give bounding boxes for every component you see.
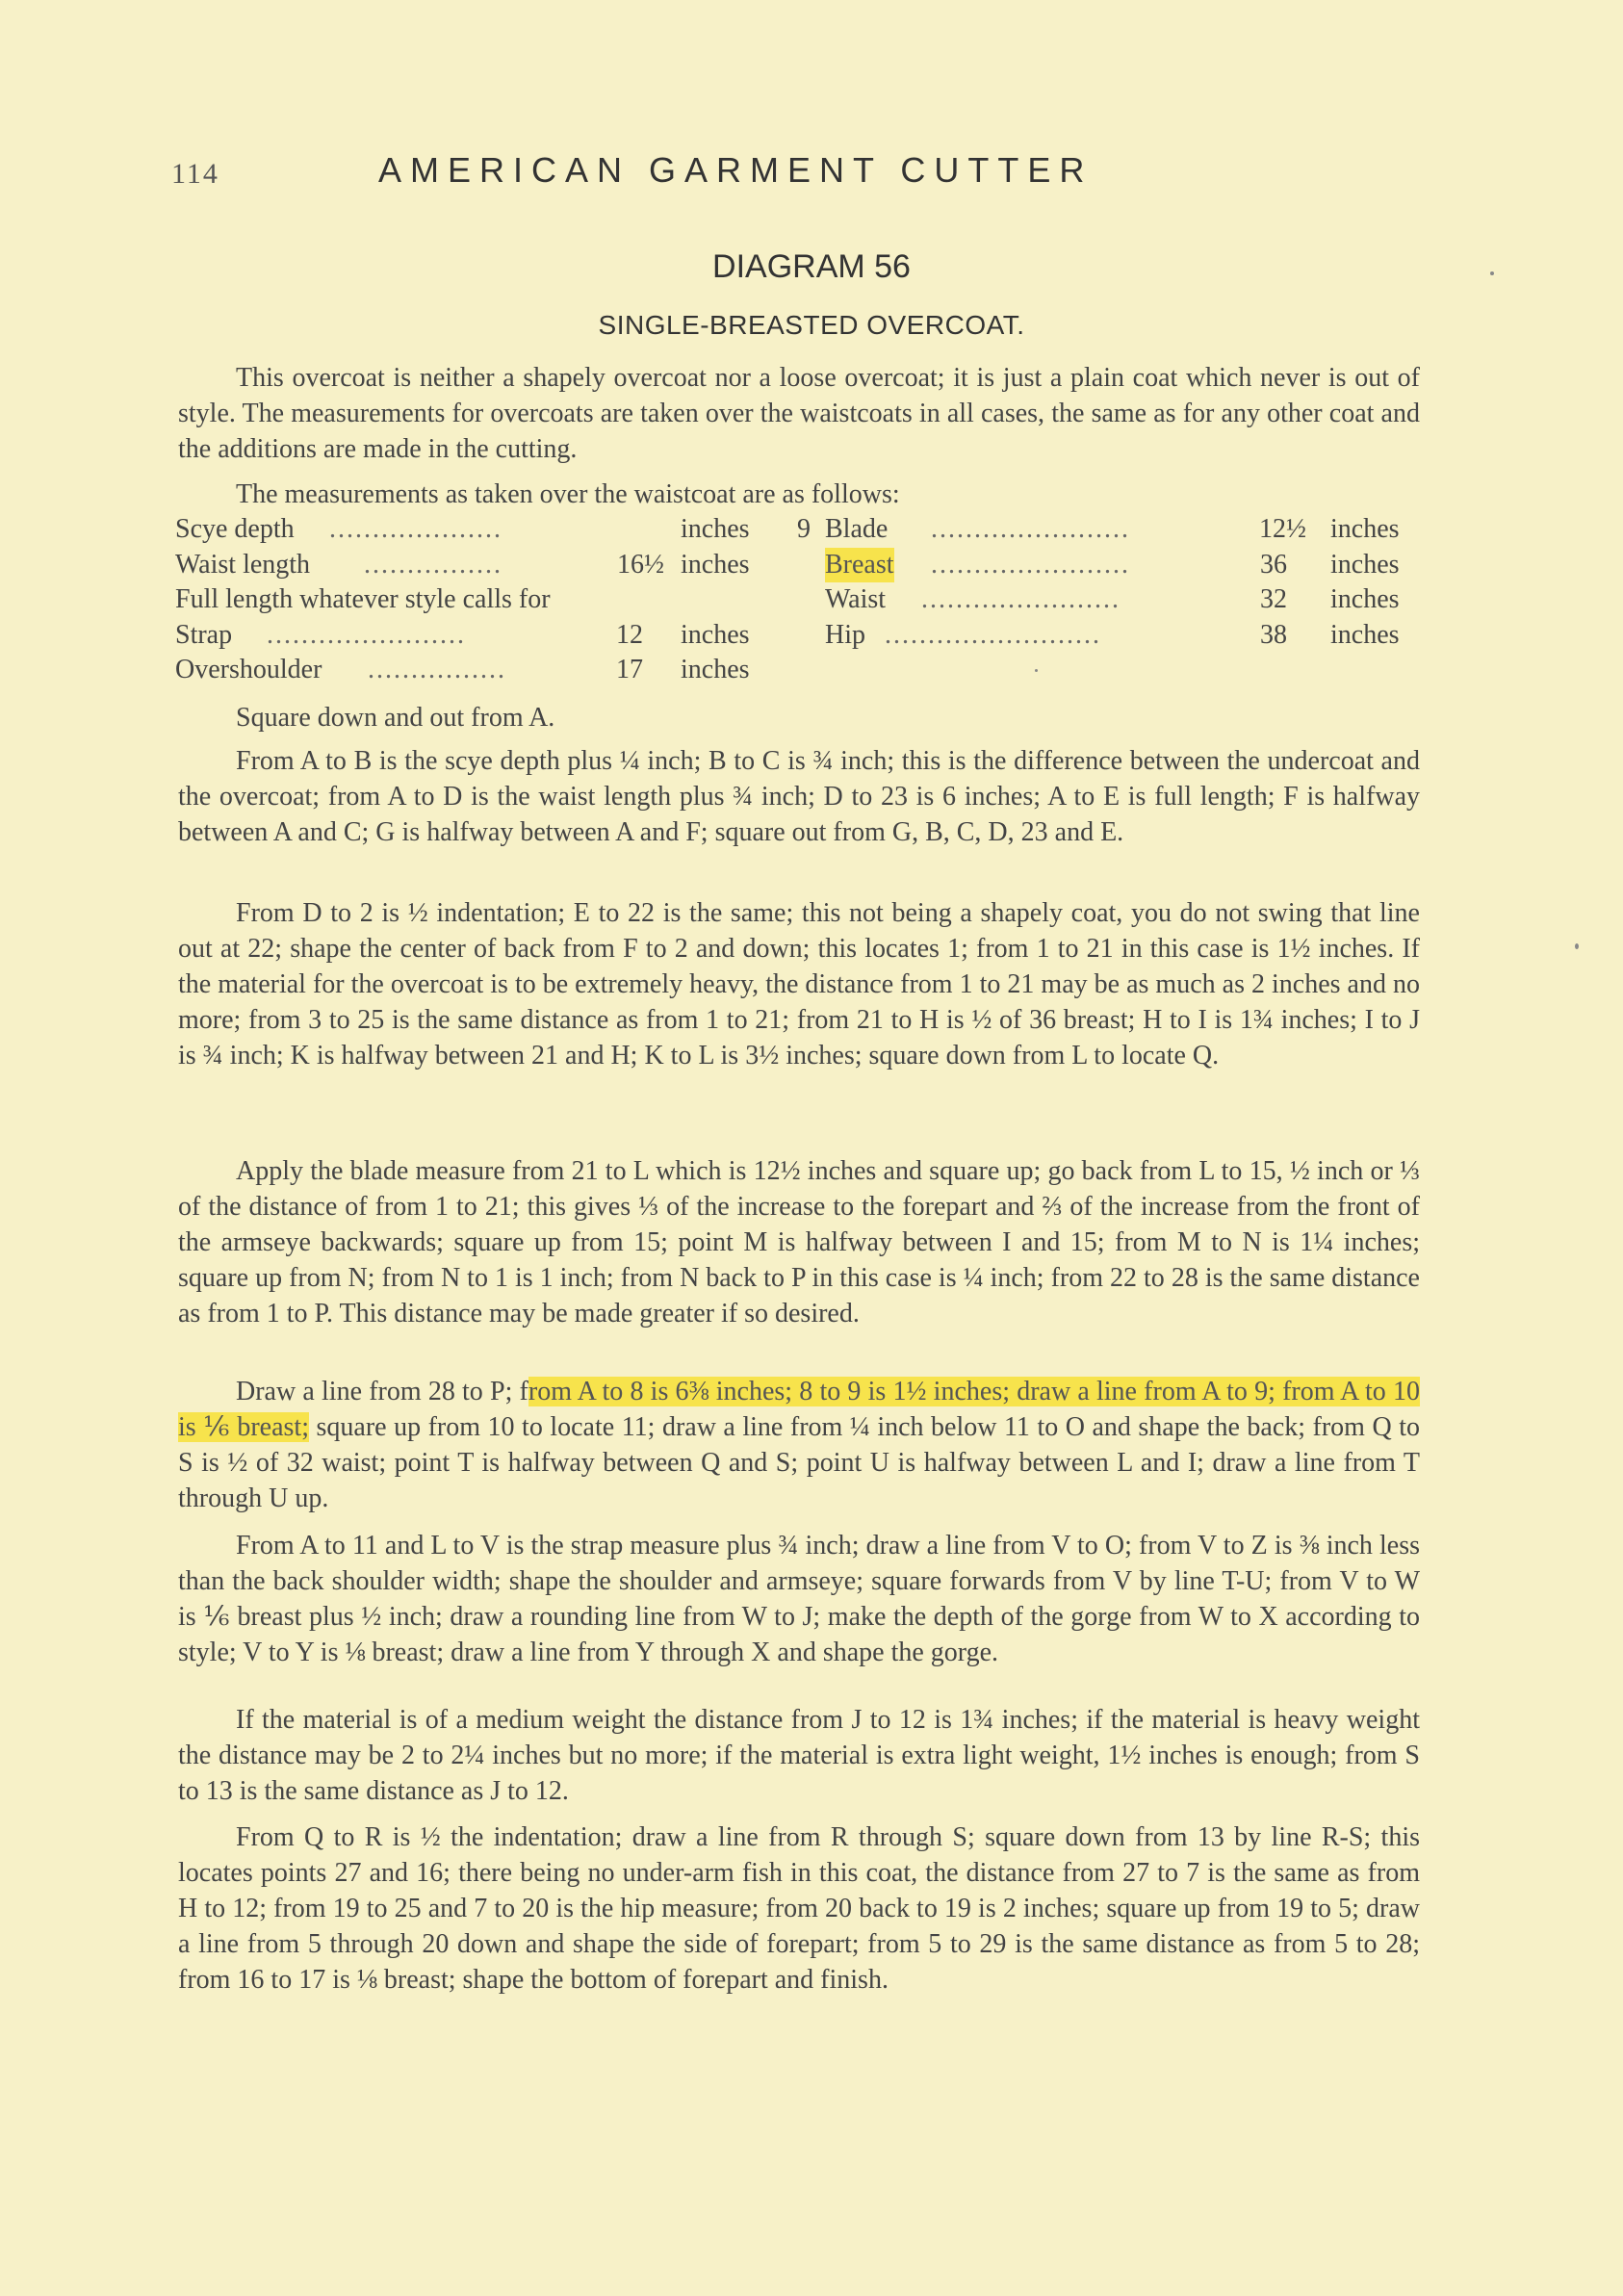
paper-speck bbox=[1575, 943, 1579, 949]
measurement-unit: inches bbox=[1330, 549, 1400, 580]
diagram-title: DIAGRAM 56 bbox=[712, 248, 911, 285]
measurements-intro: The measurements as taken over the waistcoat are as follows: bbox=[236, 479, 900, 509]
book-title: AMERICAN GARMENT CUTTER bbox=[378, 150, 1094, 190]
measurement-name: Breast bbox=[825, 548, 894, 583]
measurement-row bbox=[175, 618, 772, 654]
measurement-row bbox=[175, 548, 772, 583]
measurements-left-column bbox=[175, 512, 811, 688]
measurement-row bbox=[825, 512, 1427, 548]
paragraph-draw-line bbox=[178, 1374, 1420, 1516]
measurement-value: 12 bbox=[616, 619, 643, 650]
leader-dots: ....................... bbox=[931, 549, 1130, 580]
measurement-row bbox=[175, 582, 772, 618]
measurement-value: 17 bbox=[616, 655, 643, 684]
paragraph-q-to-r: From Q to R is ½ the indentation; draw a line from R through S; square down from 13 by line R-S; this locates points 27 and 16; there being no under-arm fish in this coat, the distance from 27 to 7 is the same as from H to 12; from 19 to 25 and 7 to 20 is the hip measure; from 20 back to 19 is 2 inches; square up from 19 to 5; draw a line from 5 through 20 down and shape the side of forepart; from 5 to 29 is the same distance as from 5 to 28; from 16 to 17 is ⅛ breast; shape the bottom of forepart and finish. bbox=[178, 1822, 1420, 1995]
measurement-row bbox=[175, 512, 811, 548]
leader-dots: ....................... bbox=[931, 514, 1130, 544]
measurement-unit: inches bbox=[681, 514, 750, 544]
measurement-value: 38 bbox=[1260, 619, 1287, 650]
leader-dots: ....................... bbox=[267, 619, 466, 650]
measurement-row bbox=[825, 582, 1427, 618]
measurement-value: 9 bbox=[797, 514, 811, 544]
measurement-unit: inches bbox=[681, 655, 750, 684]
measurement-name: Waist bbox=[825, 584, 887, 614]
measurement-unit: inches bbox=[1330, 514, 1400, 544]
measurement-value: 12½ bbox=[1259, 514, 1306, 544]
measurement-row bbox=[175, 653, 772, 688]
paragraph-a-to-b: From A to B is the scye depth plus ¼ inch; B to C is ¾ inch; this is the difference between the undercoat and the overcoat; from A to D is the waist length plus ¾ inch; D to 23 is 6 inches; A to E is full length; F is halfway between A and C; G is halfway between A and F; square out from G, B, C, D, 23 and E. bbox=[178, 746, 1420, 847]
measurement-row bbox=[825, 618, 1427, 654]
paper-speck bbox=[1035, 669, 1038, 672]
measurement-name: Waist length bbox=[175, 549, 311, 580]
leader-dots: ................ bbox=[364, 549, 502, 580]
measurement-name: Hip bbox=[825, 619, 865, 650]
paragraph-d-to-2: From D to 2 is ½ indentation; E to 22 is the same; this not being a shapely coat, you do not swing that line out at 22; shape the center of back from F to 2 and down; this locates 1; from 1 to 21 in this case is 1½ inches. If the material for the overcoat is to be extremely heavy, the distance from 1 to 21 may be as much as 2 inches and no more; from 3 to 25 is the same distance as from 1 to 21; from 21 to H is ½ of 36 breast; H to I is 1¾ inches; I to J is ¾ inch; K is halfway between 21 and H; K to L is 3½ inches; square down from L to locate Q. bbox=[178, 898, 1420, 1071]
measurement-value: 16½ bbox=[617, 549, 664, 580]
text-run: square up from 10 to locate 11; draw a line from ¼ inch below 11 to O and shape the back; from Q to S is ½ of 32 waist; point T is halfway between Q and S; point U is halfway between L and I; draw a line from T through U up. bbox=[178, 1412, 1420, 1513]
measurement-unit: inches bbox=[1330, 619, 1400, 650]
paper-speck bbox=[1490, 271, 1494, 275]
running-head bbox=[171, 150, 1423, 198]
measurement-name: Full length whatever style calls for bbox=[175, 584, 551, 614]
measurement-name: Scye depth bbox=[175, 514, 295, 544]
highlighted-text: rom A to 8 is 6⅜ inches; 8 to 9 is 1½ inches; draw a line from A to 9; from A to 10 is ⅙ breast; bbox=[178, 1377, 1420, 1442]
paragraph-strap-measure: From A to 11 and L to V is the strap measure plus ¾ inch; draw a line from V to O; from V to Z is ⅜ inch less than the back shoulder width; shape the shoulder and armseye; square forwards from V by line T-U; from V to W is ⅙ breast plus ½ inch; draw a rounding line from W to J; make the depth of the gorge from W to X according to style; V to Y is ⅛ breast; draw a line from Y through X and shape the gorge. bbox=[178, 1531, 1420, 1667]
measurement-name: Blade bbox=[825, 514, 889, 544]
leader-dots: ......................... bbox=[885, 619, 1101, 650]
measurement-unit: inches bbox=[1330, 584, 1400, 614]
text-run: Draw a line from 28 to P; f bbox=[236, 1377, 528, 1406]
measurement-value: 36 bbox=[1260, 549, 1287, 580]
page-number: 114 bbox=[171, 158, 219, 190]
measurement-unit: inches bbox=[681, 619, 750, 650]
paragraph-material-weight: If the material is of a medium weight the distance from J to 12 is 1¾ inches; if the material is heavy weight the distance may be 2 to 2¼ inches but no more; if the material is extra light weight, 1½ inches is enough; from S to 13 is the same distance as J to 12. bbox=[178, 1705, 1420, 1806]
measurement-unit: inches bbox=[681, 549, 750, 580]
intro-paragraph: This overcoat is neither a shapely overcoat nor a loose overcoat; it is just a plain coat which never is out of style. The measurements for overcoats are taken over the waistcoats in all cases, the same as for any other coat and the additions are made in the cutting. bbox=[178, 363, 1420, 464]
measurement-name: Overshoulder bbox=[175, 655, 322, 684]
measurement-value: 32 bbox=[1260, 584, 1287, 614]
leader-dots: ................ bbox=[368, 655, 506, 684]
leader-dots: .................... bbox=[329, 514, 502, 544]
square-down-line: Square down and out from A. bbox=[236, 703, 555, 733]
section-subtitle: SINGLE-BREASTED OVERCOAT. bbox=[598, 310, 1025, 340]
measurements-right-column bbox=[825, 512, 1427, 653]
paragraph-blade-measure: Apply the blade measure from 21 to L which is 12½ inches and square up; go back from L to 15, ½ inch or ⅓ of the distance of from 1 to 21; this gives ⅓ of the increase to the forepart and ⅔ of the increase from the front of the armseye backwards; square up from 15; point M is halfway between I and 15; from M to N is 1¼ inches; square up from N; from N to 1 is 1 inch; from N back to P in this case is ¼ inch; from 22 to 28 is the same distance as from 1 to P. This distance may be made greater if so desired. bbox=[178, 1156, 1420, 1329]
leader-dots: ....................... bbox=[921, 584, 1121, 614]
measurement-row bbox=[825, 548, 1427, 583]
measurement-name: Strap bbox=[175, 619, 233, 650]
